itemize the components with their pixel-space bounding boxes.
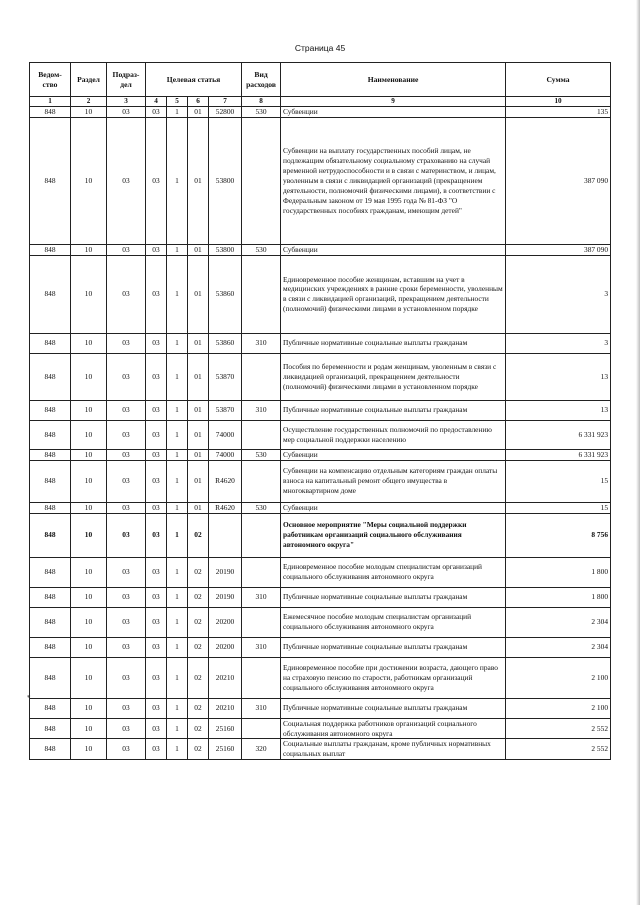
cell-target-2: 1 xyxy=(167,107,188,118)
cell-vid-raskhodov: 310 xyxy=(242,587,281,607)
cell-target-1: 03 xyxy=(146,657,167,698)
cell-sum: 1 800 xyxy=(506,557,611,587)
cell-target-4: 53870 xyxy=(209,353,242,400)
margin-mark: * xyxy=(27,694,31,702)
cell-vid-raskhodov xyxy=(242,353,281,400)
cell-target-3: 01 xyxy=(188,255,209,333)
cell-razdel: 10 xyxy=(71,739,107,760)
cell-vid-raskhodov xyxy=(242,557,281,587)
cell-target-4: 20210 xyxy=(209,657,242,698)
cell-target-1: 03 xyxy=(146,718,167,739)
cell-podrazdel: 03 xyxy=(107,698,146,718)
cell-podrazdel: 03 xyxy=(107,607,146,637)
cell-vedomstvo: 848 xyxy=(30,718,71,739)
cell-target-3: 01 xyxy=(188,333,209,353)
cell-podrazdel: 03 xyxy=(107,244,146,255)
cell-podrazdel: 03 xyxy=(107,637,146,657)
cell-razdel: 10 xyxy=(71,117,107,244)
column-number-row xyxy=(30,97,611,107)
table-row xyxy=(30,657,611,698)
header-row xyxy=(30,63,611,97)
cell-sum: 2 304 xyxy=(506,637,611,657)
cell-target-4: 53860 xyxy=(209,333,242,353)
cell-vedomstvo: 848 xyxy=(30,607,71,637)
cell-sum: 8 756 xyxy=(506,513,611,557)
cell-name: Субвенции на выплату государственных пособий лицам, не подлежащим обязательному социальному страхованию на случай временной нетрудоспособности и в связи с материнством, и лицам, уволенным в связи с ликвидацией организаций (прекращением деятельности, полномочий физическими лицами), в соответствии с Федеральным законом от 19 мая 1995 года № 81-ФЗ "О государственных пособиях гражданам, имеющим детей" xyxy=(281,117,506,244)
cell-name: Единовременное пособие при достижении возраста, дающего право на страховую пенсию по старости, работникам организаций социального обслуживания автономного округа xyxy=(281,657,506,698)
cell-vid-raskhodov: 310 xyxy=(242,698,281,718)
cell-podrazdel: 03 xyxy=(107,400,146,420)
table-row xyxy=(30,502,611,513)
cell-vid-raskhodov xyxy=(242,420,281,449)
cell-razdel: 10 xyxy=(71,607,107,637)
cell-vid-raskhodov xyxy=(242,718,281,739)
cell-target-3: 02 xyxy=(188,587,209,607)
col-number: 10 xyxy=(506,97,611,107)
cell-target-2: 1 xyxy=(167,255,188,333)
cell-vedomstvo: 848 xyxy=(30,107,71,118)
cell-target-1: 03 xyxy=(146,587,167,607)
cell-name: Публичные нормативные социальные выплаты гражданам xyxy=(281,698,506,718)
table-row xyxy=(30,333,611,353)
cell-razdel: 10 xyxy=(71,637,107,657)
cell-vid-raskhodov xyxy=(242,255,281,333)
cell-name: Единовременное пособие женщинам, вставшим на учет в медицинских учреждениях в ранние сроки беременности, уволенным в связи с ликвидацией организаций, прекращением деятельности (полномочий) физическими лицами в установленном порядке xyxy=(281,255,506,333)
cell-sum: 387 090 xyxy=(506,117,611,244)
cell-target-1: 03 xyxy=(146,460,167,502)
table-row xyxy=(30,698,611,718)
cell-target-1: 03 xyxy=(146,502,167,513)
table-row xyxy=(30,117,611,244)
cell-vedomstvo: 848 xyxy=(30,449,71,460)
cell-target-3: 01 xyxy=(188,107,209,118)
budget-table xyxy=(29,62,611,760)
cell-target-1: 03 xyxy=(146,244,167,255)
cell-target-3: 01 xyxy=(188,117,209,244)
cell-target-2: 1 xyxy=(167,400,188,420)
table-row xyxy=(30,460,611,502)
cell-target-1: 03 xyxy=(146,607,167,637)
cell-podrazdel: 03 xyxy=(107,353,146,400)
cell-target-1: 03 xyxy=(146,420,167,449)
cell-razdel: 10 xyxy=(71,513,107,557)
cell-target-4: 52800 xyxy=(209,107,242,118)
cell-target-3: 01 xyxy=(188,400,209,420)
header-name: Наименование xyxy=(281,63,506,97)
col-number: 9 xyxy=(281,97,506,107)
cell-vid-raskhodov xyxy=(242,657,281,698)
cell-target-3: 01 xyxy=(188,460,209,502)
cell-target-4: 25160 xyxy=(209,739,242,760)
cell-vid-raskhodov: 530 xyxy=(242,449,281,460)
cell-target-3: 01 xyxy=(188,244,209,255)
cell-target-4: 20210 xyxy=(209,698,242,718)
header-podrazdel: Подраз- дел xyxy=(107,63,146,97)
cell-sum: 3 xyxy=(506,333,611,353)
cell-target-3: 01 xyxy=(188,502,209,513)
cell-podrazdel: 03 xyxy=(107,255,146,333)
cell-podrazdel: 03 xyxy=(107,657,146,698)
cell-podrazdel: 03 xyxy=(107,420,146,449)
cell-target-3: 02 xyxy=(188,698,209,718)
col-number: 2 xyxy=(71,97,107,107)
cell-name: Публичные нормативные социальные выплаты гражданам xyxy=(281,637,506,657)
cell-target-3: 01 xyxy=(188,449,209,460)
cell-target-2: 1 xyxy=(167,333,188,353)
cell-sum: 15 xyxy=(506,502,611,513)
cell-sum: 6 331 923 xyxy=(506,449,611,460)
cell-sum: 2 552 xyxy=(506,739,611,760)
cell-vid-raskhodov: 310 xyxy=(242,400,281,420)
page-number: Страница 45 xyxy=(294,43,346,53)
cell-sum: 2 100 xyxy=(506,698,611,718)
cell-sum: 1 800 xyxy=(506,587,611,607)
cell-target-4: R4620 xyxy=(209,502,242,513)
cell-vid-raskhodov: 530 xyxy=(242,244,281,255)
cell-target-3: 02 xyxy=(188,637,209,657)
cell-target-4: R4620 xyxy=(209,460,242,502)
cell-name: Осуществление государственных полномочий по предоставлению мер социальной поддержки населению xyxy=(281,420,506,449)
cell-razdel: 10 xyxy=(71,400,107,420)
cell-razdel: 10 xyxy=(71,718,107,739)
cell-target-3: 02 xyxy=(188,718,209,739)
cell-target-3: 02 xyxy=(188,739,209,760)
cell-vedomstvo: 848 xyxy=(30,333,71,353)
cell-name: Социальные выплаты гражданам, кроме публичных нормативных социальных выплат xyxy=(281,739,506,760)
cell-razdel: 10 xyxy=(71,255,107,333)
cell-vedomstvo: 848 xyxy=(30,587,71,607)
cell-target-1: 03 xyxy=(146,400,167,420)
header-vid-raskhodov: Вид расходов xyxy=(242,63,281,97)
cell-target-1: 03 xyxy=(146,117,167,244)
cell-target-1: 03 xyxy=(146,637,167,657)
cell-name: Публичные нормативные социальные выплаты гражданам xyxy=(281,400,506,420)
cell-vedomstvo: 848 xyxy=(30,244,71,255)
cell-target-1: 03 xyxy=(146,255,167,333)
cell-target-2: 1 xyxy=(167,117,188,244)
table-row xyxy=(30,637,611,657)
cell-name: Субвенции на компенсацию отдельным категориям граждан оплаты взноса на капитальный ремонт общего имущества в многоквартирном доме xyxy=(281,460,506,502)
cell-target-2: 1 xyxy=(167,607,188,637)
cell-razdel: 10 xyxy=(71,449,107,460)
cell-razdel: 10 xyxy=(71,353,107,400)
cell-vid-raskhodov: 530 xyxy=(242,502,281,513)
cell-vedomstvo: 848 xyxy=(30,460,71,502)
header-target-article: Целевая статья xyxy=(146,63,242,97)
cell-target-4: 53860 xyxy=(209,255,242,333)
cell-target-3: 01 xyxy=(188,353,209,400)
cell-vedomstvo: 848 xyxy=(30,657,71,698)
table-body xyxy=(30,107,611,760)
cell-target-4: 20190 xyxy=(209,587,242,607)
cell-target-3: 01 xyxy=(188,420,209,449)
table-row xyxy=(30,557,611,587)
cell-sum: 2 100 xyxy=(506,657,611,698)
cell-vid-raskhodov xyxy=(242,117,281,244)
cell-razdel: 10 xyxy=(71,420,107,449)
cell-podrazdel: 03 xyxy=(107,718,146,739)
cell-razdel: 10 xyxy=(71,502,107,513)
cell-target-4: 74000 xyxy=(209,420,242,449)
col-number: 8 xyxy=(242,97,281,107)
cell-vedomstvo: 848 xyxy=(30,420,71,449)
table-row xyxy=(30,718,611,739)
cell-target-4: 53870 xyxy=(209,400,242,420)
cell-vedomstvo: 848 xyxy=(30,117,71,244)
cell-target-2: 1 xyxy=(167,698,188,718)
cell-target-2: 1 xyxy=(167,513,188,557)
cell-podrazdel: 03 xyxy=(107,513,146,557)
cell-razdel: 10 xyxy=(71,244,107,255)
cell-target-1: 03 xyxy=(146,739,167,760)
col-number: 3 xyxy=(107,97,146,107)
cell-name: Единовременное пособие молодым специалистам организаций социального обслуживания автономного округа xyxy=(281,557,506,587)
cell-podrazdel: 03 xyxy=(107,739,146,760)
cell-target-4: 20200 xyxy=(209,607,242,637)
cell-sum: 135 xyxy=(506,107,611,118)
cell-target-2: 1 xyxy=(167,449,188,460)
cell-vid-raskhodov: 320 xyxy=(242,739,281,760)
cell-razdel: 10 xyxy=(71,698,107,718)
cell-vedomstvo: 848 xyxy=(30,637,71,657)
cell-vid-raskhodov xyxy=(242,607,281,637)
cell-target-3: 02 xyxy=(188,557,209,587)
cell-podrazdel: 03 xyxy=(107,333,146,353)
table-row xyxy=(30,587,611,607)
cell-vedomstvo: 848 xyxy=(30,353,71,400)
cell-target-2: 1 xyxy=(167,502,188,513)
cell-name: Субвенции xyxy=(281,449,506,460)
table-row xyxy=(30,607,611,637)
cell-vedomstvo: 848 xyxy=(30,502,71,513)
table-row xyxy=(30,244,611,255)
cell-sum: 3 xyxy=(506,255,611,333)
table-row xyxy=(30,255,611,333)
cell-target-2: 1 xyxy=(167,557,188,587)
table-row xyxy=(30,739,611,760)
cell-podrazdel: 03 xyxy=(107,107,146,118)
cell-target-2: 1 xyxy=(167,460,188,502)
cell-target-4: 25160 xyxy=(209,718,242,739)
cell-vedomstvo: 848 xyxy=(30,698,71,718)
cell-target-2: 1 xyxy=(167,739,188,760)
cell-vedomstvo: 848 xyxy=(30,557,71,587)
cell-vid-raskhodov: 530 xyxy=(242,107,281,118)
cell-target-4: 74000 xyxy=(209,449,242,460)
table-row xyxy=(30,400,611,420)
cell-vid-raskhodov: 310 xyxy=(242,333,281,353)
col-number: 7 xyxy=(209,97,242,107)
cell-sum: 387 090 xyxy=(506,244,611,255)
cell-name: Социальная поддержка работников организаций социального обслуживания автономного округа xyxy=(281,718,506,739)
cell-target-2: 1 xyxy=(167,420,188,449)
cell-target-2: 1 xyxy=(167,637,188,657)
cell-name: Субвенции xyxy=(281,502,506,513)
cell-target-2: 1 xyxy=(167,244,188,255)
cell-sum: 2 552 xyxy=(506,718,611,739)
table-row xyxy=(30,353,611,400)
cell-target-1: 03 xyxy=(146,333,167,353)
cell-podrazdel: 03 xyxy=(107,587,146,607)
cell-name: Основное мероприятие "Меры социальной поддержки работникам организаций социального обслуживания автономного округа" xyxy=(281,513,506,557)
col-number: 1 xyxy=(30,97,71,107)
cell-vid-raskhodov xyxy=(242,513,281,557)
cell-target-2: 1 xyxy=(167,353,188,400)
cell-podrazdel: 03 xyxy=(107,117,146,244)
cell-target-1: 03 xyxy=(146,107,167,118)
scan-edge-shadow xyxy=(636,0,640,905)
cell-podrazdel: 03 xyxy=(107,460,146,502)
cell-target-3: 02 xyxy=(188,607,209,637)
cell-sum: 6 331 923 xyxy=(506,420,611,449)
cell-vedomstvo: 848 xyxy=(30,513,71,557)
cell-name: Публичные нормативные социальные выплаты гражданам xyxy=(281,333,506,353)
cell-razdel: 10 xyxy=(71,557,107,587)
table-row xyxy=(30,449,611,460)
cell-sum: 13 xyxy=(506,353,611,400)
col-number: 6 xyxy=(188,97,209,107)
cell-podrazdel: 03 xyxy=(107,449,146,460)
cell-target-1: 03 xyxy=(146,698,167,718)
cell-target-3: 02 xyxy=(188,657,209,698)
cell-target-4: 20190 xyxy=(209,557,242,587)
col-number: 4 xyxy=(146,97,167,107)
cell-target-4 xyxy=(209,513,242,557)
cell-podrazdel: 03 xyxy=(107,557,146,587)
cell-name: Ежемесячное пособие молодым специалистам организаций социального обслуживания автономного округа xyxy=(281,607,506,637)
cell-name: Пособия по беременности и родам женщинам, уволенным в связи с ликвидацией организаций, прекращением деятельности (полномочий) физическими лицами в установленном порядке xyxy=(281,353,506,400)
cell-razdel: 10 xyxy=(71,657,107,698)
cell-podrazdel: 03 xyxy=(107,502,146,513)
cell-target-2: 1 xyxy=(167,657,188,698)
table-row xyxy=(30,513,611,557)
cell-razdel: 10 xyxy=(71,333,107,353)
table-row xyxy=(30,420,611,449)
cell-target-2: 1 xyxy=(167,718,188,739)
cell-target-4: 53800 xyxy=(209,117,242,244)
header-sum: Сумма xyxy=(506,63,611,97)
cell-name: Публичные нормативные социальные выплаты гражданам xyxy=(281,587,506,607)
cell-sum: 13 xyxy=(506,400,611,420)
cell-target-1: 03 xyxy=(146,513,167,557)
header-razdel: Раздел xyxy=(71,63,107,97)
cell-sum: 15 xyxy=(506,460,611,502)
cell-vid-raskhodov xyxy=(242,460,281,502)
cell-razdel: 10 xyxy=(71,107,107,118)
cell-name: Субвенции xyxy=(281,107,506,118)
table-row xyxy=(30,107,611,118)
cell-target-1: 03 xyxy=(146,353,167,400)
cell-razdel: 10 xyxy=(71,587,107,607)
cell-target-1: 03 xyxy=(146,557,167,587)
cell-vedomstvo: 848 xyxy=(30,739,71,760)
cell-name: Субвенции xyxy=(281,244,506,255)
cell-vedomstvo: 848 xyxy=(30,255,71,333)
cell-vid-raskhodov: 310 xyxy=(242,637,281,657)
cell-vedomstvo: 848 xyxy=(30,400,71,420)
header-vedomstvo: Ведом- ство xyxy=(30,63,71,97)
cell-sum: 2 304 xyxy=(506,607,611,637)
cell-target-4: 53800 xyxy=(209,244,242,255)
cell-target-3: 02 xyxy=(188,513,209,557)
col-number: 5 xyxy=(167,97,188,107)
cell-target-1: 03 xyxy=(146,449,167,460)
cell-target-2: 1 xyxy=(167,587,188,607)
cell-target-4: 20200 xyxy=(209,637,242,657)
cell-razdel: 10 xyxy=(71,460,107,502)
